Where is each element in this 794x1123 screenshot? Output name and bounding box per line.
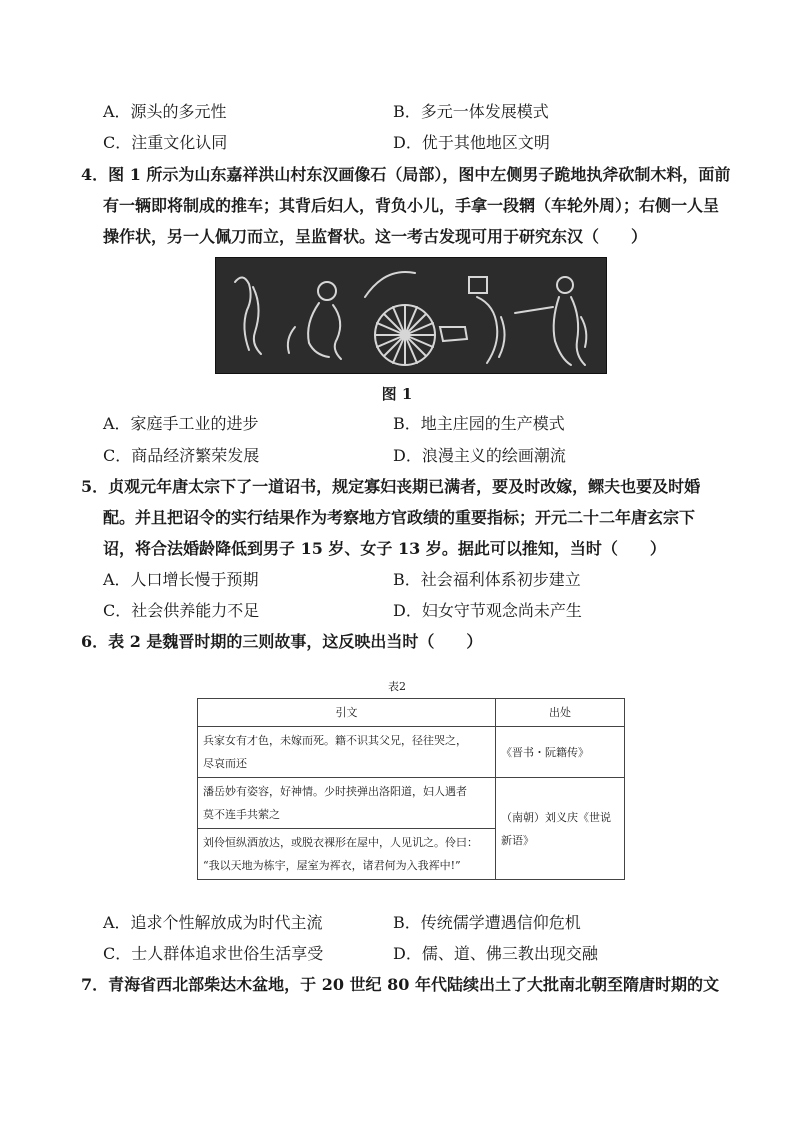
q7-stem-line1: 7．青海省西北部柴达木盆地，于 20 世纪 80 年代陆续出土了大批南北朝至隋唐时期的文 — [81, 975, 719, 994]
q4-option-b: B．地主庄园的生产模式 — [393, 414, 565, 433]
q5-option-c: C．社会供养能力不足 — [103, 601, 260, 620]
stone-relief-figure — [215, 257, 607, 374]
row23-source-line1: （南朝）刘义庆《世说 — [501, 810, 611, 824]
q4-stem-line3: 操作状，另一人佩刀而立，呈监督状。这一考古发现可用于研究东汉（ ） — [103, 227, 648, 246]
table-row — [198, 727, 625, 778]
q6-option-a: A．追求个性解放成为时代主流 — [103, 913, 323, 932]
q4-stem-line1: 4．图 1 所示为山东嘉祥洪山村东汉画像石（局部），图中左侧男子跪地执斧砍制木料，面前 — [81, 165, 731, 184]
q6-stem-line1: 6．表 2 是魏晋时期的三则故事，这反映出当时（ ） — [81, 632, 483, 651]
q6-option-c: C．士人群体追求世俗生活享受 — [103, 944, 324, 963]
row1-quote-line1: 兵家女有才色，未嫁而死。籍不识其父兄，径往哭之， — [203, 734, 467, 747]
q5-stem-line3: 诏，将合法婚龄降低到男子 15 岁、女子 13 岁。据此可以推知，当时（ ） — [103, 539, 666, 558]
row3-quote-line2: “我以天地为栋宇，屋室为裈衣，诸君何为入我裈中!” — [203, 859, 461, 872]
row3-quote-line1: 刘伶恒纵酒放达，或脱衣裸形在屋中，人见讥之。伶曰： — [203, 836, 478, 849]
table-row — [198, 778, 625, 829]
row23-source-line2: 新语》 — [501, 833, 534, 847]
q5-option-a: A．人口增长慢于预期 — [103, 570, 259, 589]
q5-stem-line1: 5．贞观元年唐太宗下了一道诏书，规定寡妇丧期已满者，要及时改嫁，鳏夫也要及时婚 — [81, 477, 701, 496]
table-2-caption: 表2 — [388, 680, 406, 693]
row1-quote — [198, 727, 496, 778]
table-header-source: 出处 — [496, 699, 625, 727]
q5-option-d: D．妇女守节观念尚未产生 — [393, 601, 582, 620]
q6-option-d: D．儒、道、佛三教出现交融 — [393, 944, 598, 963]
table-2 — [197, 698, 625, 880]
row3-quote — [198, 829, 496, 880]
table-header-row — [198, 699, 625, 727]
row2-quote-line2: 莫不连手共萦之 — [203, 808, 280, 821]
q5-stem-line2: 配。并且把诏令的实行结果作为考察地方官政绩的重要指标；开元二十二年唐玄宗下 — [103, 508, 696, 527]
q4-stem-line2: 有一辆即将制成的推车；其背后妇人，背负小儿，手拿一段辋（车轮外周）；右侧一人呈 — [103, 196, 720, 215]
row2-quote — [198, 778, 496, 829]
q3-option-d: D．优于其他地区文明 — [393, 133, 550, 152]
table-header-quote: 引文 — [198, 699, 496, 727]
q3-option-b: B．多元一体发展模式 — [393, 102, 549, 121]
q3-option-a: A．源头的多元性 — [103, 102, 227, 121]
q6-option-b: B．传统儒学遭遇信仰危机 — [393, 913, 581, 932]
figure-1-caption: 图 1 — [381, 385, 413, 403]
q4-option-d: D．浪漫主义的绘画潮流 — [393, 446, 566, 465]
row2-quote-line1: 潘岳妙有姿容，好神情。少时挟弹出洛阳道，妇人遇者 — [203, 785, 467, 798]
q4-option-c: C．商品经济繁荣发展 — [103, 446, 260, 465]
q4-option-a: A．家庭手工业的进步 — [103, 414, 259, 433]
row23-source — [496, 778, 625, 880]
row1-source: 《晋书・阮籍传》 — [496, 727, 625, 778]
q5-option-b: B．社会福利体系初步建立 — [393, 570, 581, 589]
row1-quote-line2: 尽哀而还 — [203, 757, 247, 770]
q3-option-c: C．注重文化认同 — [103, 133, 228, 152]
